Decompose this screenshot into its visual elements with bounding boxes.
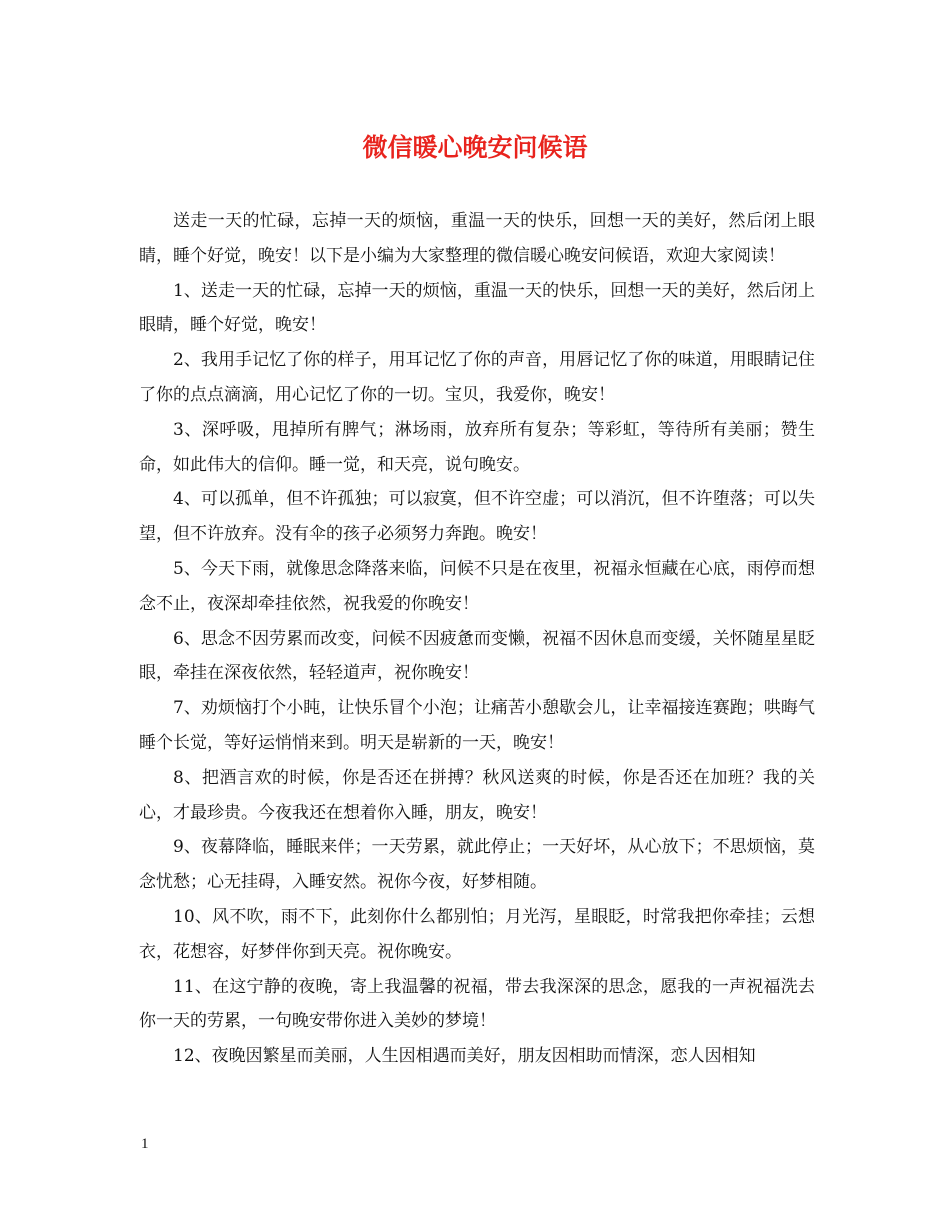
paragraph-item-2: 2、我用手记忆了你的样子，用耳记忆了你的声音，用唇记忆了你的味道，用眼睛记住了你的点点滴滴，用心记忆了你的一切。宝贝，我爱你，晚安！ xyxy=(139,350,815,405)
page-number: 1 xyxy=(141,1136,149,1152)
document-title: 微信暖心晚安问候语 xyxy=(362,133,588,162)
paragraph-item-1: 1、送走一天的忙碌，忘掉一天的烦恼，重温一天的快乐，回想一天的美好，然后闭上眼睛，睡个好觉，晚安！ xyxy=(139,280,815,336)
paragraph-item-9: 9、夜幕降临，睡眠来伴；一天劳累，就此停止；一天好坏，从心放下；不思烦恼，莫念忧愁；心无挂碍，入睡安然。祝你今夜，好梦相随。 xyxy=(139,837,815,893)
paragraph-item-3: 3、深呼吸，甩掉所有脾气；淋场雨，放弃所有复杂；等彩虹，等待所有美丽；赞生命，如此伟大的信仰。睡一觉，和天亮，说句晚安。 xyxy=(139,419,815,475)
paragraph-item-12: 12、夜晚因繁星而美丽，人生因相遇而美好，朋友因相助而情深，恋人因相知 xyxy=(173,1046,756,1067)
paragraph-item-5: 5、今天下雨，就像思念降落来临，问候不只是在夜里，祝福永恒藏在心底，雨停而想念不止，夜深却牵挂依然，祝我爱的你晚安！ xyxy=(139,558,815,614)
document-body xyxy=(139,204,815,1074)
paragraph-item-8: 8、把酒言欢的时候，你是否还在拼搏？秋风送爽的时候，你是否还在加班？我的关心，才最珍贵。今夜我还在想着你入睡，朋友，晚安！ xyxy=(139,767,815,823)
paragraph-item-6: 6、思念不因劳累而改变，问候不因疲惫而变懒，祝福不因休息而变缓，关怀随星星眨眼，牵挂在深夜依然，轻轻道声，祝你晚安！ xyxy=(139,628,815,684)
paragraph-intro: 送走一天的忙碌，忘掉一天的烦恼，重温一天的快乐，回想一天的美好，然后闭上眼睛，睡个好觉，晚安！以下是小编为大家整理的微信暖心晚安问候语，欢迎大家阅读！ xyxy=(139,211,815,266)
paragraph-item-4: 4、可以孤单，但不许孤独；可以寂寞，但不许空虚；可以消沉，但不许堕落；可以失望，但不许放弃。没有伞的孩子必须努力奔跑。晚安！ xyxy=(139,489,815,545)
paragraph-item-7: 7、劝烦恼打个小盹，让快乐冒个小泡；让痛苦小憩歇会儿，让幸福接连赛跑；哄晦气睡个长觉，等好运悄悄来到。明天是崭新的一天，晚安！ xyxy=(139,698,815,753)
paragraph-item-11: 11、在这宁静的夜晚，寄上我温馨的祝福，带去我深深的思念，愿我的一声祝福洗去你一天的劳累，一句晚安带你进入美妙的梦境！ xyxy=(139,976,815,1032)
paragraph-item-10: 10、风不吹，雨不下，此刻你什么都别怕；月光泻，星眼眨，时常我把你牵挂；云想衣，花想容，好梦伴你到天亮。祝你晚安。 xyxy=(139,906,815,962)
